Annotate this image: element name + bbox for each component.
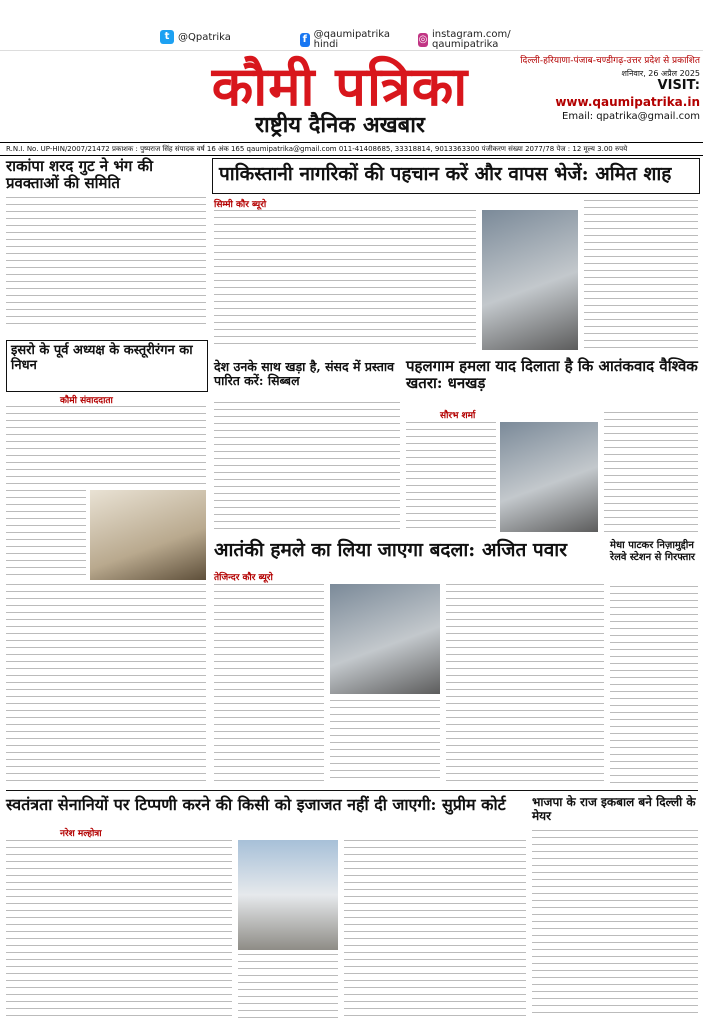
lead-body [214, 210, 476, 350]
kasturirangan-photo [90, 490, 206, 580]
article-dhankhar [406, 358, 698, 406]
visit-label: VISIT: [657, 78, 700, 93]
bjp-headline: भाजपा के राज इकबाल बने दिल्ली के मेयर [532, 795, 696, 823]
sibal-body [214, 402, 400, 532]
sc-body [6, 840, 232, 1018]
sc-body-col2 [238, 954, 338, 1018]
ncp-body [6, 197, 206, 327]
website-link[interactable]: www.qaumipatrika.in [555, 95, 700, 109]
social-twitter[interactable] [160, 30, 231, 44]
pawar-headline: आतंकी हमले का लिया जाएगा बदला: अजित पवार [214, 539, 567, 561]
article-pawar [214, 540, 604, 566]
sc-headline: स्वतंत्रता सेनानियों पर टिप्पणी करने की किसी को इजाजत नहीं दी जाएगी: सुप्रीम कोर्ट [6, 795, 506, 814]
dhankhar-byline: सौरभ शर्मा [440, 411, 476, 421]
amit-shah-photo [482, 210, 578, 350]
medha-headline: मेधा पाटकर निज़ामुद्दीन रेलवे स्टेशन से गिरफ्तार [610, 540, 695, 563]
article-ncp [6, 158, 206, 336]
lead-body-col2 [584, 200, 698, 350]
visit-box [520, 78, 700, 138]
isro-headline-box [6, 340, 208, 392]
article-sibal [214, 360, 400, 400]
isro-body [6, 406, 206, 486]
lead-headline-box [212, 158, 700, 194]
pawar-body-col2 [330, 700, 440, 784]
dhankhar-headline: पहलगाम हमला याद दिलाता है कि आतंकवाद वैश्विक खतरा: धनखड़ [406, 357, 698, 393]
instagram-handle: instagram.com/ qaumipatrika [432, 29, 511, 50]
masthead-title: कौमी पत्रिका [211, 54, 469, 118]
article-bjp [532, 796, 698, 822]
email-link[interactable]: Email: qpatrika@gmail.com [562, 111, 700, 122]
social-facebook[interactable] [300, 30, 390, 50]
isro-byline: कौमी संवाददाता [60, 396, 113, 406]
top-bar [0, 0, 703, 51]
article-sc [6, 796, 526, 822]
pawar-body-col3 [446, 584, 604, 784]
bjp-body [532, 830, 698, 1018]
sibal-headline: देश उनके साथ खड़ा है, संसद में प्रस्ताव पारित करें: सिब्बल [214, 359, 395, 389]
sc-body-col3 [344, 840, 526, 1018]
medha-body [610, 586, 698, 784]
isro-body-cont [6, 584, 206, 784]
isro-body-side [6, 490, 86, 580]
edition-line: दिल्ली-हरियाणा-पंजाब-चण्डीगढ़-उत्तर प्रदेश से प्रकाशित [520, 56, 700, 66]
twitter-handle: @Qpatrika [178, 31, 231, 43]
dhankhar-body-col2 [604, 412, 698, 532]
facebook-icon: f [300, 33, 310, 47]
ncp-headline: राकांपा शरद गुट ने भंग की प्रवक्ताओं की समिति [6, 157, 153, 193]
supreme-court-photo [238, 840, 338, 950]
pawar-body [214, 584, 324, 784]
article-medha [610, 540, 698, 580]
dhankhar-photo [500, 422, 598, 532]
twitter-icon: t [160, 30, 174, 44]
pawar-byline: तेजिन्दर कौर ब्यूरो [214, 573, 273, 583]
lead-byline: सिम्मी कौर ब्यूरो [214, 200, 267, 210]
sc-byline: नरेश मल्होत्रा [60, 829, 102, 839]
instagram-icon: ◎ [418, 34, 428, 45]
masthead-subtitle: राष्ट्रीय दैनिक अखबार [255, 112, 425, 138]
social-instagram[interactable] [418, 30, 538, 50]
divider [6, 790, 698, 791]
registration-line: R.N.I. No. UP-HIN/2007/21472 प्रकाशक : पुष्पराज सिंह संपादक वर्ष 16 अंक 165 qaumipatrika@gmail.com 011-41408685, 33318814, 9013363300 पंजीकरण संख्या 2077/78 पेज : 12 मूल्य 3.00 रुपये [0, 142, 703, 156]
issue-date: शनिवार, 26 अप्रैल 2025 [621, 69, 700, 78]
lead-headline: पाकिस्तानी नागरिकों की पहचान करें और वापस भेजें: अमित शाह [219, 163, 672, 185]
ajit-pawar-photo [330, 584, 440, 694]
isro-headline: इसरो के पूर्व अध्यक्ष के कस्तूरीरंगन का निधन [11, 343, 193, 373]
dhankhar-body [406, 422, 496, 532]
facebook-handle: @qaumipatrika hindi [313, 29, 390, 50]
